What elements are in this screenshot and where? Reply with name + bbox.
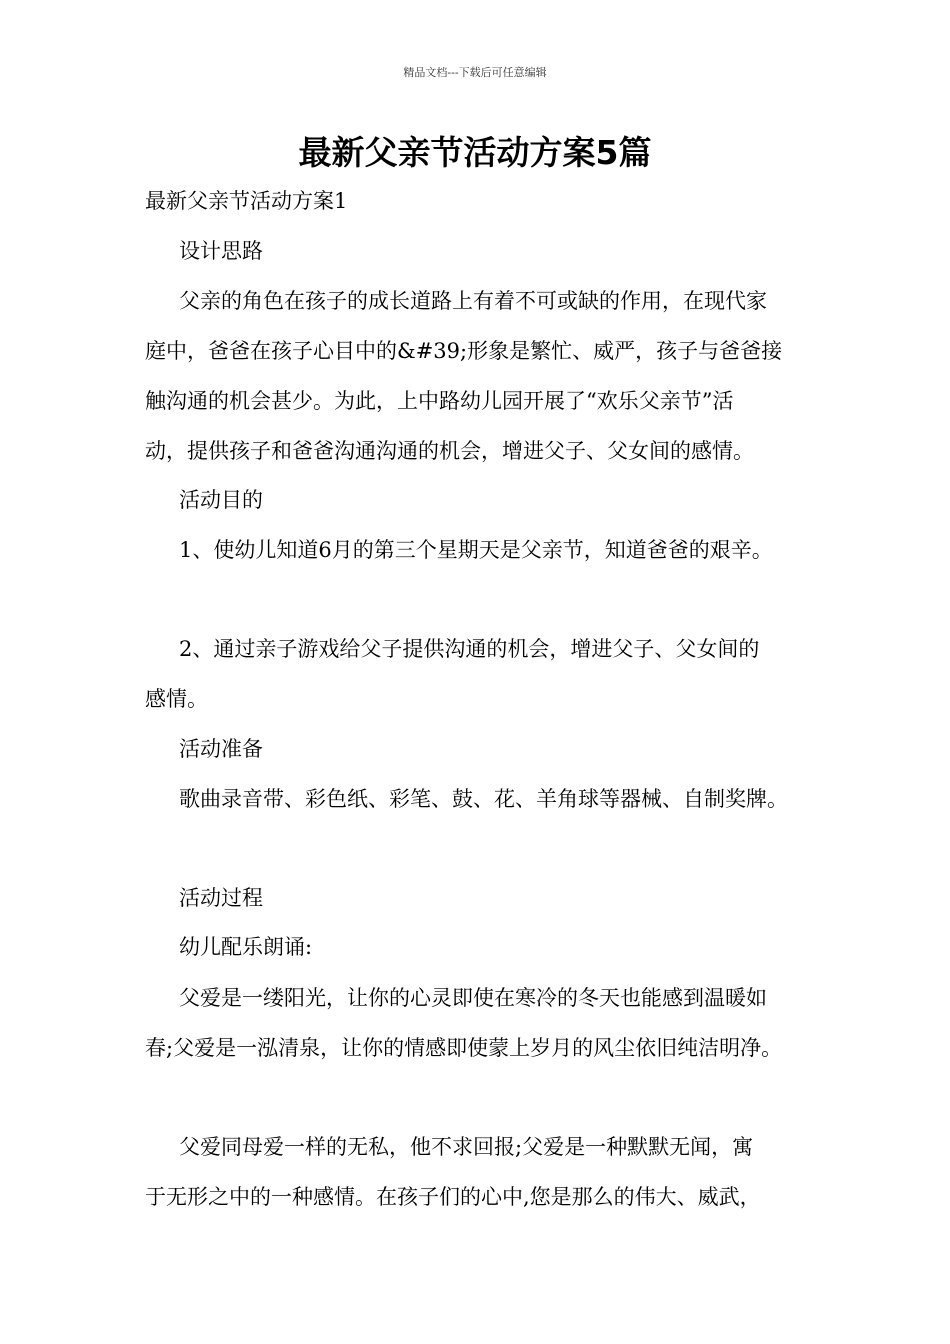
paragraph-line: 父爱同母爱一样的无私，他不求回报;父爱是一种默默无闻，寓	[179, 1135, 754, 1159]
subheading-preparation: 活动准备	[179, 737, 263, 761]
section-heading: 最新父亲节活动方案1	[145, 189, 348, 213]
paragraph-line: 春;父爱是一泓清泉，让你的情感即使蒙上岁月的风尘依旧纯洁明净。	[145, 1036, 783, 1060]
paragraph-line: 感情。	[145, 687, 208, 711]
paragraph-line: 庭中，爸爸在孩子心目中的&#39;形象是繁忙、威严，孩子与爸爸接	[145, 339, 783, 363]
paragraph-line: 幼儿配乐朗诵:	[179, 935, 313, 959]
header-note: 精品文档---下载后可任意编辑	[403, 66, 547, 79]
paragraph-line: 于无形之中的一种感情。在孩子们的心中,您是那么的伟大、威武，	[145, 1185, 761, 1209]
paragraph-line: 歌曲录音带、彩色纸、彩笔、鼓、花、羊角球等器械、自制奖牌。	[179, 787, 788, 811]
paragraph-line: 父亲的角色在孩子的成长道路上有着不可或缺的作用，在现代家	[179, 289, 767, 313]
paragraph-line: 父爱是一缕阳光，让你的心灵即使在寒冷的冬天也能感到温暖如	[179, 986, 767, 1010]
paragraph-line: 动，提供孩子和爸爸沟通沟通的机会，增进父子、父女间的感情。	[145, 439, 754, 463]
subheading-goals: 活动目的	[179, 488, 263, 512]
subheading-design: 设计思路	[179, 239, 263, 263]
paragraph-line: 1、使幼儿知道6月的第三个星期天是父亲节，知道爸爸的艰辛。	[179, 538, 773, 562]
paragraph-line: 2、通过亲子游戏给父子提供沟通的机会，增进父子、父女间的	[179, 637, 760, 661]
subheading-process: 活动过程	[179, 886, 263, 910]
document-title: 最新父亲节活动方案5篇	[298, 133, 652, 172]
paragraph-line: 触沟通的机会甚少。为此，上中路幼儿园开展了“欢乐父亲节”活	[145, 389, 734, 413]
